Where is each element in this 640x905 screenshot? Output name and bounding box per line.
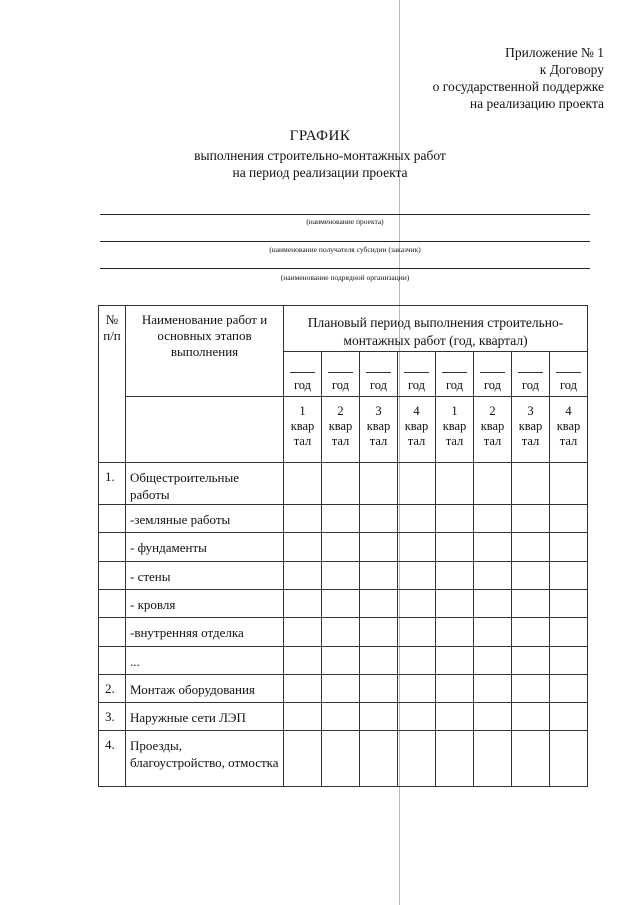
schedule-cell[interactable]	[360, 703, 398, 731]
schedule-cell[interactable]	[398, 590, 436, 618]
quarter-number: 3	[375, 404, 382, 418]
schedule-cell[interactable]	[550, 562, 588, 590]
schedule-cell[interactable]	[474, 618, 512, 647]
table-row	[99, 590, 588, 618]
title-line-2: выполнения строительно-монтажных работ	[194, 148, 446, 163]
quarter-cell	[436, 397, 474, 463]
schedule-cell[interactable]	[398, 731, 436, 787]
quarter-cell	[550, 397, 588, 463]
row-number	[99, 533, 126, 562]
schedule-cell[interactable]	[360, 731, 398, 787]
project-name-blank	[100, 214, 590, 215]
quarter-label: тал	[521, 434, 540, 448]
schedule-cell[interactable]	[550, 703, 588, 731]
year-fill-line	[328, 372, 353, 373]
schedule-cell[interactable]	[436, 533, 474, 562]
appendix-header	[433, 44, 604, 112]
year-cell[interactable]	[474, 352, 512, 397]
schedule-cell[interactable]	[360, 505, 398, 533]
schedule-cell[interactable]	[512, 562, 550, 590]
schedule-cell[interactable]	[474, 590, 512, 618]
quarter-label: тал	[331, 434, 350, 448]
schedule-cell[interactable]	[550, 463, 588, 505]
schedule-cell[interactable]	[322, 647, 360, 675]
year-fill-line	[556, 372, 581, 373]
schedule-cell[interactable]	[398, 618, 436, 647]
schedule-cell[interactable]	[550, 590, 588, 618]
year-label: год	[331, 378, 350, 392]
row-work-name: Общестроительные работы	[126, 463, 284, 505]
table-row	[99, 533, 588, 562]
row-number	[99, 505, 126, 533]
schedule-cell[interactable]	[284, 647, 322, 675]
schedule-cell[interactable]	[360, 618, 398, 647]
schedule-cell[interactable]	[284, 533, 322, 562]
header-number: № п/п	[99, 306, 126, 463]
schedule-cell[interactable]	[550, 731, 588, 787]
header-work-name: Наименование работ и основных этапов выполнения	[126, 306, 284, 397]
schedule-cell[interactable]	[284, 703, 322, 731]
schedule-cell[interactable]	[322, 463, 360, 505]
schedule-cell[interactable]	[322, 590, 360, 618]
schedule-cell[interactable]	[398, 505, 436, 533]
quarter-number: 1	[451, 404, 458, 418]
schedule-cell[interactable]	[322, 618, 360, 647]
schedule-cell[interactable]	[550, 675, 588, 703]
schedule-cell[interactable]	[284, 505, 322, 533]
quarter-number: 4	[565, 404, 572, 418]
row-number	[99, 647, 126, 675]
schedule-cell[interactable]	[436, 731, 474, 787]
schedule-cell[interactable]	[512, 647, 550, 675]
schedule-cell[interactable]	[512, 703, 550, 731]
schedule-cell[interactable]	[474, 533, 512, 562]
schedule-cell[interactable]	[436, 675, 474, 703]
quarter-cell	[322, 397, 360, 463]
schedule-cell[interactable]	[398, 675, 436, 703]
schedule-cell[interactable]	[436, 647, 474, 675]
schedule-cell[interactable]	[550, 505, 588, 533]
schedule-cell[interactable]	[322, 703, 360, 731]
year-cell[interactable]	[512, 352, 550, 397]
header-planned-period: Плановый период выполнения строительно-монтажных работ (год, квартал)	[284, 306, 588, 352]
schedule-cell[interactable]	[322, 533, 360, 562]
year-fill-line	[404, 372, 429, 373]
schedule-cell[interactable]	[474, 731, 512, 787]
project-name-caption: (наименование проекта)	[306, 217, 384, 226]
quarter-cell	[284, 397, 322, 463]
schedule-cell[interactable]	[398, 533, 436, 562]
row-work-name: Наружные сети ЛЭП	[126, 703, 284, 731]
quarter-label: квар	[404, 419, 429, 433]
quarter-label: квар	[442, 419, 467, 433]
schedule-cell[interactable]	[512, 675, 550, 703]
quarter-label: тал	[293, 434, 312, 448]
row-work-name: - фундаменты	[126, 533, 284, 562]
table-row	[99, 463, 588, 505]
schedule-cell[interactable]	[474, 562, 512, 590]
year-label: год	[559, 378, 578, 392]
schedule-cell[interactable]	[398, 562, 436, 590]
year-fill-line	[442, 372, 467, 373]
year-fill-line	[518, 372, 543, 373]
table-row	[99, 618, 588, 647]
appendix-line-3: о государственной поддержке	[432, 79, 604, 94]
quarter-number: 2	[337, 404, 344, 418]
schedule-cell[interactable]	[360, 562, 398, 590]
schedule-cell[interactable]	[398, 703, 436, 731]
row-number	[99, 618, 126, 647]
schedule-cell[interactable]	[436, 505, 474, 533]
table-row	[99, 562, 588, 590]
quarter-number: 4	[413, 404, 420, 418]
header-work-name-blank	[126, 397, 284, 463]
quarter-cell	[474, 397, 512, 463]
schedule-cell[interactable]	[474, 463, 512, 505]
quarter-label: тал	[407, 434, 426, 448]
row-number: 1.	[99, 463, 126, 505]
schedule-cell[interactable]	[322, 505, 360, 533]
row-work-name: - стены	[126, 562, 284, 590]
schedule-cell[interactable]	[398, 647, 436, 675]
schedule-cell[interactable]	[284, 618, 322, 647]
schedule-cell[interactable]	[512, 590, 550, 618]
schedule-cell[interactable]	[512, 618, 550, 647]
row-number: 3.	[99, 703, 126, 731]
appendix-line-4: на реализацию проекта	[469, 96, 604, 111]
quarter-label: квар	[518, 419, 543, 433]
schedule-cell[interactable]	[360, 675, 398, 703]
schedule-cell[interactable]	[360, 463, 398, 505]
schedule-cell[interactable]	[398, 463, 436, 505]
appendix-line-1: Приложение № 1	[505, 45, 604, 60]
recipient-name-caption: (наименование получателя субсидии (заказчик)	[269, 245, 421, 254]
schedule-cell[interactable]	[512, 533, 550, 562]
quarter-label: тал	[445, 434, 464, 448]
schedule-cell[interactable]	[512, 731, 550, 787]
row-work-name: -внутренняя отделка	[126, 618, 284, 647]
quarter-label: тал	[369, 434, 388, 448]
schedule-cell[interactable]	[550, 533, 588, 562]
table-row	[99, 675, 588, 703]
year-cell[interactable]	[398, 352, 436, 397]
quarter-cell	[512, 397, 550, 463]
title-line-3: на период реализации проекта	[232, 165, 408, 180]
quarter-cell	[398, 397, 436, 463]
schedule-cell[interactable]	[284, 562, 322, 590]
schedule-cell[interactable]	[512, 463, 550, 505]
quarter-label: тал	[483, 434, 502, 448]
quarter-label: квар	[556, 419, 581, 433]
contractor-name-caption: (наименование подрядной организации)	[280, 273, 410, 282]
schedule-cell[interactable]	[436, 618, 474, 647]
quarter-label: квар	[480, 419, 505, 433]
quarter-number: 1	[299, 404, 306, 418]
table-row	[99, 505, 588, 533]
quarter-number: 3	[527, 404, 534, 418]
schedule-cell[interactable]	[474, 675, 512, 703]
year-cell[interactable]	[360, 352, 398, 397]
schedule-cell[interactable]	[512, 505, 550, 533]
row-number: 4.	[99, 731, 126, 787]
schedule-cell[interactable]	[436, 703, 474, 731]
schedule-cell[interactable]	[284, 463, 322, 505]
quarter-cell	[360, 397, 398, 463]
year-cell[interactable]	[284, 352, 322, 397]
appendix-line-2: к Договору	[539, 62, 604, 77]
row-work-name: - кровля	[126, 590, 284, 618]
row-work-name: ...	[126, 647, 284, 675]
schedule-cell[interactable]	[550, 647, 588, 675]
row-work-name: Монтаж оборудования	[126, 675, 284, 703]
schedule-cell[interactable]	[284, 731, 322, 787]
row-work-name: Проезды, благоустройство, отмостка	[126, 731, 284, 787]
schedule-cell[interactable]	[474, 505, 512, 533]
year-cell[interactable]	[322, 352, 360, 397]
contractor-name-blank	[100, 268, 590, 269]
quarter-label: квар	[366, 419, 391, 433]
schedule-cell[interactable]	[322, 731, 360, 787]
table-row	[99, 703, 588, 731]
row-number: 2.	[99, 675, 126, 703]
quarter-label: квар	[328, 419, 353, 433]
year-label: год	[521, 378, 540, 392]
schedule-cell[interactable]	[322, 562, 360, 590]
schedule-cell[interactable]	[284, 590, 322, 618]
row-number	[99, 562, 126, 590]
table-row	[99, 731, 588, 787]
year-fill-line	[290, 372, 315, 373]
work-schedule-table	[98, 305, 588, 787]
schedule-cell[interactable]	[550, 618, 588, 647]
schedule-cell[interactable]	[474, 703, 512, 731]
schedule-cell[interactable]	[474, 647, 512, 675]
schedule-cell[interactable]	[360, 647, 398, 675]
year-label: год	[483, 378, 502, 392]
schedule-cell[interactable]	[436, 463, 474, 505]
schedule-cell[interactable]	[436, 590, 474, 618]
year-label: год	[369, 378, 388, 392]
year-label: год	[407, 378, 426, 392]
quarter-number: 2	[489, 404, 496, 418]
schedule-cell[interactable]	[360, 590, 398, 618]
year-label: год	[293, 378, 312, 392]
quarter-label: тал	[559, 434, 578, 448]
quarter-label: квар	[290, 419, 315, 433]
schedule-cell[interactable]	[360, 533, 398, 562]
year-cell[interactable]	[436, 352, 474, 397]
year-cell[interactable]	[550, 352, 588, 397]
table-row	[99, 647, 588, 675]
title-main: ГРАФИК	[289, 128, 351, 144]
row-work-name: -земляные работы	[126, 505, 284, 533]
year-fill-line	[366, 372, 391, 373]
row-number	[99, 590, 126, 618]
schedule-cell[interactable]	[436, 562, 474, 590]
recipient-name-blank	[100, 241, 590, 242]
schedule-cell[interactable]	[322, 675, 360, 703]
year-label: год	[445, 378, 464, 392]
year-fill-line	[480, 372, 505, 373]
schedule-cell[interactable]	[284, 675, 322, 703]
